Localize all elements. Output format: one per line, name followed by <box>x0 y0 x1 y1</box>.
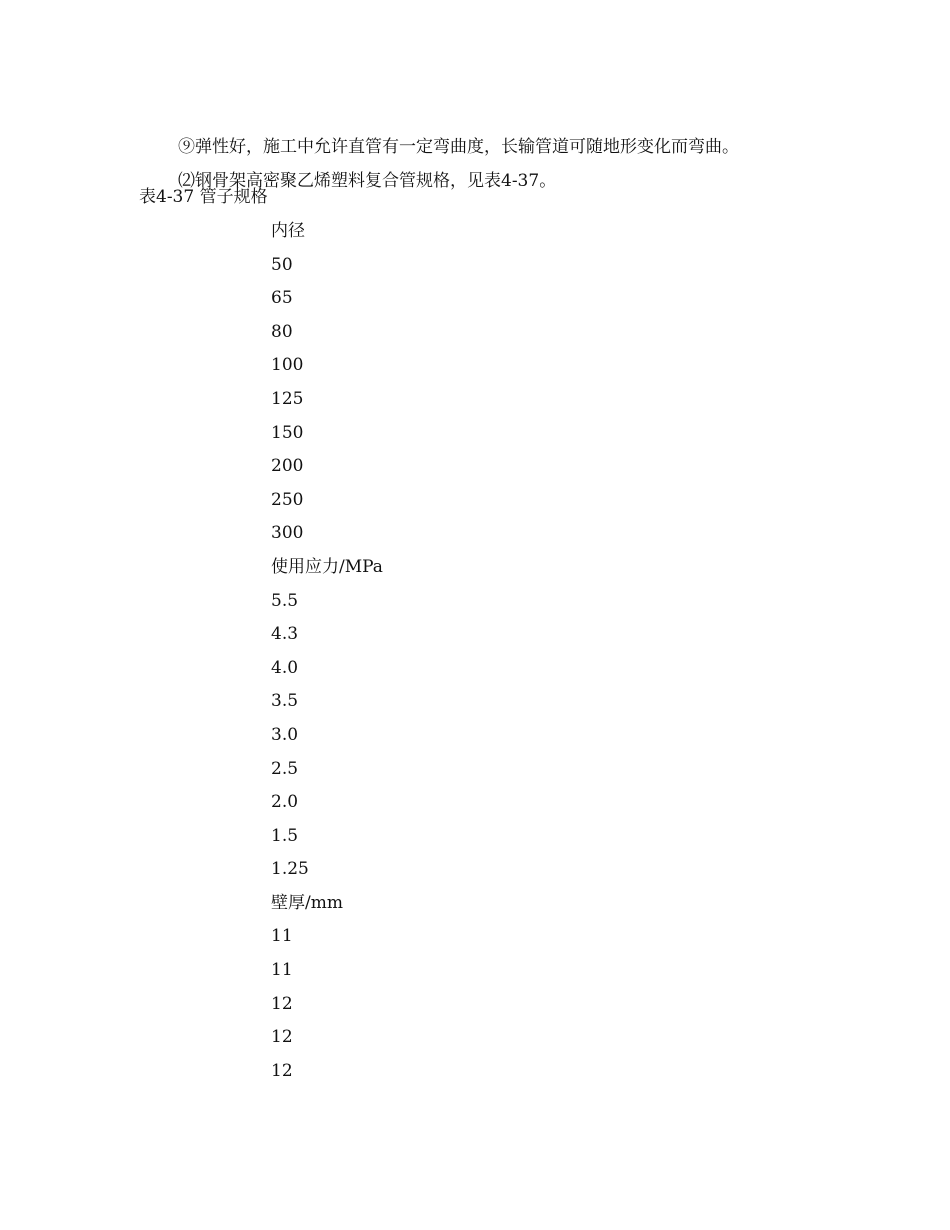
table-cell: 12 <box>271 1027 293 1048</box>
table-cell: 250 <box>271 489 304 510</box>
table-cell: 使用应力/MPa <box>271 556 383 577</box>
table-cell: 3.5 <box>271 691 299 712</box>
table-cell: 1.5 <box>271 825 299 846</box>
table-cells-list <box>271 220 383 1093</box>
table-cell: 12 <box>271 993 293 1014</box>
table-cell: 12 <box>271 1060 293 1081</box>
table-cell: 2.5 <box>271 758 299 779</box>
table-cell: 壁厚/mm <box>271 892 343 913</box>
table-cell: 3.0 <box>271 724 299 745</box>
table-cell: 50 <box>271 254 293 275</box>
table-cell: 150 <box>271 422 304 443</box>
table-cell: 65 <box>271 288 293 309</box>
table-cell: 1.25 <box>271 859 309 880</box>
table-cell: 100 <box>271 355 304 376</box>
table-cell: 4.3 <box>271 624 299 645</box>
paragraph-spec-reference: ⑵钢骨架高密聚乙烯塑料复合管规格，见表4-37。 <box>178 171 557 191</box>
paragraph-elasticity: ⑨弹性好，施工中允许直管有一定弯曲度，长输管道可随地形变化而弯曲。 <box>178 137 739 157</box>
table-cell: 200 <box>271 456 304 477</box>
table-cell: 300 <box>271 523 304 544</box>
table-cell: 4.0 <box>271 657 299 678</box>
table-cell: 2.0 <box>271 792 299 813</box>
table-cell: 125 <box>271 388 304 409</box>
table-cell: 11 <box>271 926 293 947</box>
table-cell: 内径 <box>271 221 305 241</box>
table-caption: 表4-37 管子规格 <box>139 187 268 207</box>
table-cell: 11 <box>271 960 293 981</box>
table-cell: 5.5 <box>271 590 299 611</box>
table-cell: 80 <box>271 321 293 342</box>
